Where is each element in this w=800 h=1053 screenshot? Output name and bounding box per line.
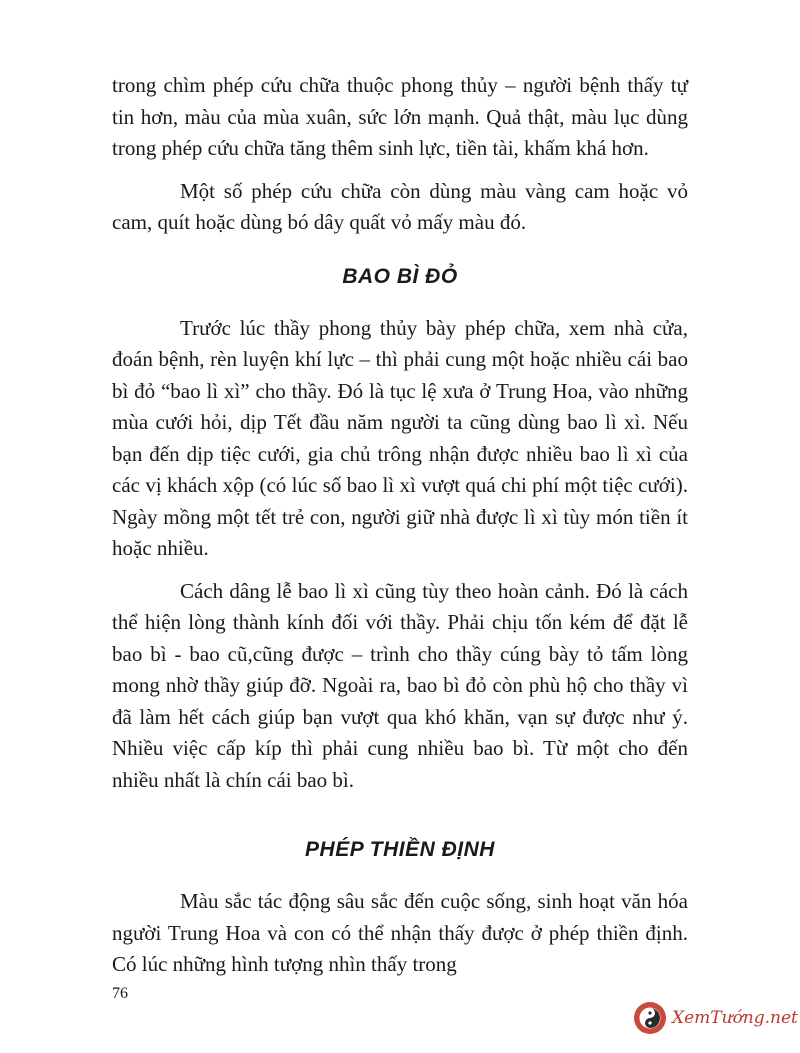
paragraph-intro-2: Một số phép cứu chữa còn dùng màu vàng cam hoặc vỏ cam, quít hoặc dùng bó dây quất vỏ mấy màu đó. [112, 178, 688, 234]
section-title-phep-thien-dinh: PHÉP THIỀN ĐỊNH [305, 838, 495, 861]
page-number: 76 [112, 985, 128, 1002]
watermark-logo[interactable] [634, 1002, 798, 1034]
section-title-bao-bi-do: BAO BÌ ĐỎ [342, 264, 458, 288]
paragraph-bao-bi-1: Trước lúc thầy phong thủy bày phép chữa, xem nhà cửa, đoán bệnh, rèn luyện khí lực – thì phải cung một hoặc nhiều cái bao bì đỏ “bao lì xì” cho thầy. Đó là tục lệ xưa ở Trung Hoa, vào những mùa cưới hỏi, dịp Tết đầu năm người ta cũng dùng bao lì xì. Nếu bạn đến dịp tiệc cưới, gia chủ trông nhận được nhiều bao lì xì của các vị khách xộp (có lúc số bao lì xì vượt quá chi phí một tiệc cưới). Ngày mồng một tết trẻ con, người giữ nhà được lì xì tùy món tiền ít hoặc nhiều. [112, 315, 688, 560]
yin-yang-icon [634, 1002, 666, 1034]
paragraph-intro-1: trong chìm phép cứu chữa thuộc phong thủy – người bệnh thấy tự tin hơn, màu của mùa xuân, sức lớn mạnh. Quả thật, màu lục dùng trong phép cứu chữa tăng thêm sinh lực, tiền tài, khấm khá hơn. [112, 73, 688, 160]
paragraph-bao-bi-2: Cách dâng lễ bao lì xì cũng tùy theo hoàn cảnh. Đó là cách thể hiện lòng thành kính đối với thầy. Phải chịu tốn kém để đặt lễ bao bì - bao cũ,cũng được – trình cho thầy cúng bày tỏ tấm lòng mong nhờ thầy giúp đỡ. Ngoài ra, bao bì đỏ còn phù hộ cho thầy vì đã làm hết cách giúp bạn vượt qua khó khăn, vạn sự được như ý. Nhiều việc cấp kíp thì phải cung nhiều bao bì. Từ một cho đến nhiều nhất là chín cái bao bì. [112, 578, 688, 792]
watermark-text: XemTướng.net [672, 1008, 798, 1028]
paragraph-thien-dinh-1: Màu sắc tác động sâu sắc đến cuộc sống, sinh hoạt văn hóa người Trung Hoa và con có thể nhận thấy được ở phép thiền định. Có lúc những hình tượng nhìn thấy trong [112, 889, 688, 976]
page-body [112, 70, 688, 981]
